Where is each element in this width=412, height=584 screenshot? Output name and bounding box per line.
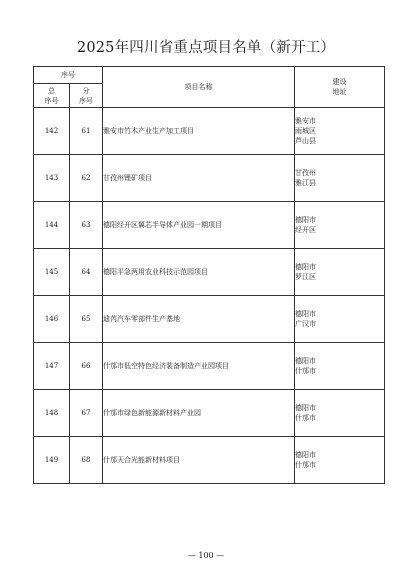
cell-total-seq: 145	[34, 249, 70, 296]
cell-project-name: 德阳平急两用农业科技示范园项目	[103, 249, 295, 296]
table-body	[34, 108, 385, 484]
cell-sub-seq: 64	[70, 249, 103, 296]
page-number: — 100 —	[187, 551, 225, 560]
header-seq-sub-line-2: 序号	[79, 96, 93, 105]
table-header	[34, 67, 385, 108]
location-line: 德阳市	[295, 451, 316, 459]
table-row	[34, 108, 385, 155]
cell-location	[295, 343, 385, 390]
location-line: 罗江区	[295, 273, 316, 281]
table-row	[34, 343, 385, 390]
cell-total-seq: 149	[34, 437, 70, 484]
cell-sub-seq: 65	[70, 296, 103, 343]
header-seq-total-line-2: 序号	[44, 96, 59, 105]
cell-total-seq: 144	[34, 202, 70, 249]
cell-project-name: 什邡市绿色新能源新材料产业园	[103, 390, 295, 437]
cell-location	[295, 390, 385, 437]
cell-total-seq: 147	[34, 343, 70, 390]
header-location-line-1: 建设	[332, 78, 347, 86]
cell-location	[295, 437, 385, 484]
table-row	[34, 437, 385, 484]
location-line: 芦山县	[295, 137, 316, 145]
header-location-line-2: 地址	[332, 88, 347, 96]
header-location	[295, 67, 385, 108]
location-line: 什邡市	[295, 367, 316, 375]
cell-total-seq: 142	[34, 108, 70, 155]
table-row	[34, 296, 385, 343]
cell-total-seq: 146	[34, 296, 70, 343]
table-row	[34, 249, 385, 296]
location-line: 德阳市	[295, 357, 316, 365]
location-line: 经开区	[295, 226, 316, 234]
table-row	[34, 155, 385, 202]
location-line: 什邡市	[295, 414, 316, 422]
cell-location	[295, 108, 385, 155]
cell-project-name: 迪芮汽车零部件生产基地	[103, 296, 295, 343]
cell-total-seq: 148	[34, 390, 70, 437]
cell-sub-seq: 61	[70, 108, 103, 155]
header-seq-total-line-1: 总	[48, 86, 55, 95]
project-table	[33, 66, 385, 484]
location-line: 雅安市	[295, 117, 316, 125]
cell-location	[295, 249, 385, 296]
cell-project-name: 雅安市竹木产业生产加工项目	[103, 108, 295, 155]
cell-project-name: 什邡市低空特色经济装备制造产业园项目	[103, 343, 295, 390]
cell-sub-seq: 67	[70, 390, 103, 437]
cell-sub-seq: 66	[70, 343, 103, 390]
page-title: 2025年四川省重点项目名单（新开工）	[76, 40, 336, 56]
header-seq-sub	[70, 84, 103, 108]
location-line: 雨城区	[295, 127, 316, 135]
table-row	[34, 202, 385, 249]
cell-project-name: 甘孜州锂矿项目	[103, 155, 295, 202]
location-line: 德阳市	[295, 263, 316, 271]
table-row	[34, 390, 385, 437]
cell-location	[295, 202, 385, 249]
header-project-name: 项目名称	[103, 67, 295, 108]
header-seq-group: 序号	[34, 67, 103, 84]
cell-location	[295, 296, 385, 343]
cell-total-seq: 143	[34, 155, 70, 202]
cell-project-name: 什邡天合光能新材料项目	[103, 437, 295, 484]
location-line: 雅江县	[295, 179, 316, 187]
header-seq-sub-line-1: 分	[82, 86, 90, 95]
location-line: 甘孜州	[295, 169, 316, 177]
location-line: 德阳市	[295, 216, 316, 224]
cell-sub-seq: 62	[70, 155, 103, 202]
location-line: 德阳市	[295, 404, 316, 412]
cell-sub-seq: 68	[70, 437, 103, 484]
location-line: 广汉市	[295, 320, 316, 328]
location-line: 什邡市	[295, 461, 316, 469]
header-seq-total	[34, 84, 70, 108]
cell-project-name: 德阳经开区翼芯半导体产业园一期项目	[103, 202, 295, 249]
cell-sub-seq: 63	[70, 202, 103, 249]
location-line: 德阳市	[295, 310, 316, 318]
cell-location	[295, 155, 385, 202]
